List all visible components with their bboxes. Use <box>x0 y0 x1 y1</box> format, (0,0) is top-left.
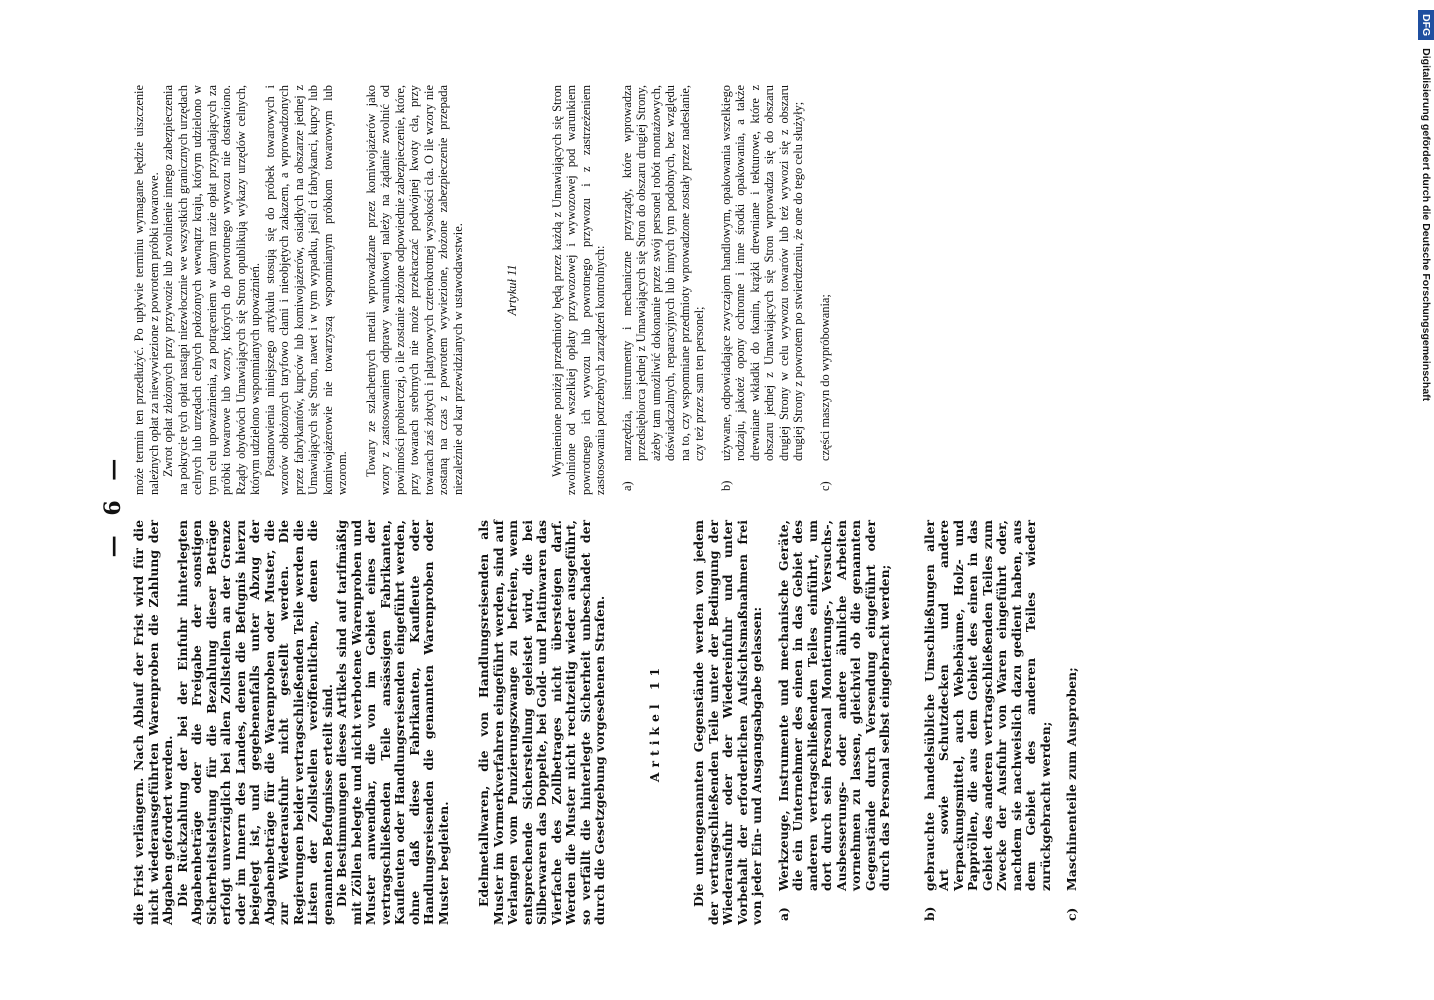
polish-item-a-text: narzędzia, instrumenty i mechaniczne przyrządy, które wprowadza przedsiębiorca jednej z Umawiających się Stron do obszaru drugiej Strony, ażeby tam umożliwić dokonanie przez swój personel robót montażowych, doświadczalnych, reparacyjnych lub innych tym podobnych, bez względu na to, czy wspomniane przedmioty wprowadzone zostały przez nadesłanie, czy też przez sam ten personel; <box>619 85 706 461</box>
polish-item-a-label: a) <box>619 481 634 491</box>
german-paragraph-4: Edelmetallwaren, die von Handlungsreisenden als Muster im Vormerkverfahren eingeführt werden, sind auf Verlangen vom Punzierungszwange zu befreien, wenn entsprechende Sicherstellung geleistet wird, die bei Silberwaren das Doppelte, bei Gold- und Platinwaren das Vierfache des Zollbetrages nicht übersteigen darf. Werden die Muster nicht rechtzeitig wieder ausgeführt, so verfällt die hinterlegte Sicherheit unbeschadet der durch die Gesetzgebung vorgesehenen Strafen. <box>476 520 607 925</box>
polish-column <box>132 85 832 495</box>
german-item-a-label: a) <box>775 907 791 921</box>
polish-paragraph-1: może termin ten przedłużyć. Po upływie terminu wymagane będzie uiszczenie należnych opłat za niewywiezione z powrotem próbki towarowe. <box>132 85 161 495</box>
german-paragraph-3: Die Bestimmungen dieses Artikels sind auf tarifmäßig mit Zöllen belegte und nicht verbotene Warenproben und Muster anwendbar, die von im Gebiet eines der vertragschließenden Teile ansässigen Fabrikanten, Kaufleuten oder Handlungsreisenden eingeführt werden, ohne daß diese Fabrikanten, Kaufleute oder Handlungsreisenden die genannten Warenproben oder Muster begleiten. <box>334 520 451 925</box>
dfg-logo: DFG <box>1418 10 1434 40</box>
german-paragraph-2: Die Rückzahlung der bei der Einfuhr hinterlegten Abgabenbeträge oder die Freigabe der sonstigen Sicherheitsleistung für die Bezahlung dieser Beträge erfolgt unverzüglich bei allen Zollstellen an der Grenze oder im Innern des Landes, denen die Befugnis hierzu beigelegt ist, und gegebenenfalls unter Abzug der Abgabenbeträge für die Warenproben oder Muster, die zur Wiederausfuhr nicht gestellt werden. Die Regierungen beider vertragschließenden Teile werden die Listen der Zollstellen veröffentlichen, denen die genannten Befugnisse erteilt sind. <box>174 520 335 925</box>
polish-paragraph-5: Wymienione poniżej przedmioty będą przez każdą z Umawiających się Stron zwolnione od wszelkiej opłaty przywozowej i wywozowej pod warunkiem powrotnego ich wywozu lub powrotnego przywozu i z zastrzeżeniem zastosowania potrzebnych zarządzeń kontrolnych: <box>549 85 607 495</box>
german-article-heading: Artikel 11 <box>646 662 662 783</box>
german-item-b-label: b) <box>921 906 937 921</box>
polish-item-b-label: b) <box>718 480 733 491</box>
polish-item-b <box>719 85 806 495</box>
polish-article-heading: Artykuł 11 <box>505 264 519 316</box>
page-number: — 6 — <box>100 452 126 558</box>
document-page <box>100 85 1390 925</box>
german-item-c-label: c) <box>1064 907 1079 921</box>
polish-paragraph-4: Towary ze szlachetnych metali wprowadzane przez komiwojażerów jako wzory z zastosowaniem odprawy warunkowej należy na żądanie zwolnić od powinności probierczej, o ile zostanie złożone odpowiednie zabezpieczenie, które, przy towarach srebrnych nie może przekraczać podwójnej kwoty cła, przy towarach zaś złotych i platynowych czterokrotnej wysokości cła. O ile wzory nie zostaną na czas z powrotem wywiezione, złożone zabezpieczenie przepada niezależnie od kar przewidzianych w ustawodawstwie. <box>363 85 465 495</box>
german-paragraph-1: die Frist verlängern. Nach Ablauf der Frist wird für die nicht wiederausgeführten Warenproben die Zahlung der Abgaben gefordert werden. <box>131 520 175 925</box>
polish-item-c-text: części maszyn do wypróbowania; <box>817 294 832 461</box>
german-item-a-text: Werkzeuge, Instrumente und mechanische Geräte, die ein Unternehmer des einen in das Gebiet des anderen vertragschließenden Teiles einführt, um dort durch sein Personal Montierungs-, Versuchs-, Ausbesserungs- oder andere ähnliche Arbeiten vornehmen zu lassen, gleichviel ob die genannten Gegenstände durch Versendung eingeführt oder durch das Personal selbst eingebracht werden; <box>775 520 892 891</box>
german-paragraph-5: Die untengenannten Gegenstände werden von jedem der vertragschließenden Teile unter der Bedingung der Wiederausfuhr oder der Wiedereinfuhr und unter Vorbehalt der erforderlichen Aufsichtsmaßnahmen frei von jeder Ein- und Ausgangsabgabe gelassen: <box>691 520 764 925</box>
digitization-notice: Digitalisierung gefördert durch die Deutsche Forschungsgemeinschaft <box>1420 48 1432 402</box>
digitization-stamp <box>1418 10 1434 990</box>
german-item-b <box>923 520 1054 925</box>
polish-paragraph-2: Zwrot opłat złożonych przy przywozie lub zwolnienie innego zabezpieczenia na pokrycie tych opłat nastąpi niezwłocznie we wszystkich granicznych urzędach celnych lub urzędach celnych położonych wewnątrz kraju, którym udzielono w tym celu upoważnienia, za potrąceniem w danym razie opłat przypadających za próbki towarowe lub wzory, których do powrotnego wywozu nie dostawiono. Rządy obydwóch Umawiających się Stron opublikują wykazy urzędów celnych, którym udzielono wspomnianych upoważnień. <box>161 85 262 495</box>
german-item-b-text: gebrauchte handelsübliche Umschließungen aller Art sowie Schutzdecken und andere Verpackungsmittel, auch Webebäume, Holz- und Pappröllen, die aus dem Gebiet des einen in das Gebiet des anderen vertragschließenden Teiles zum Zwecke der Ausfuhr von Waren eingeführt oder, nachdem sie nachweislich dazu gedient haben, aus dem Gebiet des anderen Teiles wieder zurückgebracht werden; <box>921 520 1053 891</box>
german-column <box>132 520 1080 925</box>
german-item-c <box>1065 520 1080 925</box>
polish-item-c <box>818 85 833 495</box>
german-item-a <box>777 520 893 925</box>
polish-item-c-label: c) <box>817 481 832 491</box>
polish-item-a <box>620 85 707 495</box>
german-item-c-text: Maschinenteile zum Ausproben; <box>1064 667 1079 891</box>
polish-item-b-text: używane, odpowiadające zwyczajom handlowym, opakowania wszelkiego rodzaju, jakoteż opony ochronne i inne środki opakowania, a także drewniane wkładki do tkanin, krążki drewniane i tekturowe, które z obszaru jednej z Umawiających się Stron wprowadza się do obszaru drugiej Strony w celu wywozu towarów lub też wywozi się z obszaru drugiej Strony z powrotem po stwierdzeniu, że one do tego celu służyły; <box>718 85 805 461</box>
polish-paragraph-3: Postanowienia niniejszego artykułu stosują się do próbek towarowych i wzorów obłożonych taryfowo cłami i nieobjętych zakazem, a wprowadzonych przez fabrykantów, kupców lub komiwojażerów, osiadłych na obszarze jednej z Umawiających się Stron, nawet i w tym wypadku, jeśli ci fabrykanci, kupcy lub komiwojażerowie nie towarzyszą wspomnianym próbkom towarowym lub wzorom. <box>262 85 349 495</box>
